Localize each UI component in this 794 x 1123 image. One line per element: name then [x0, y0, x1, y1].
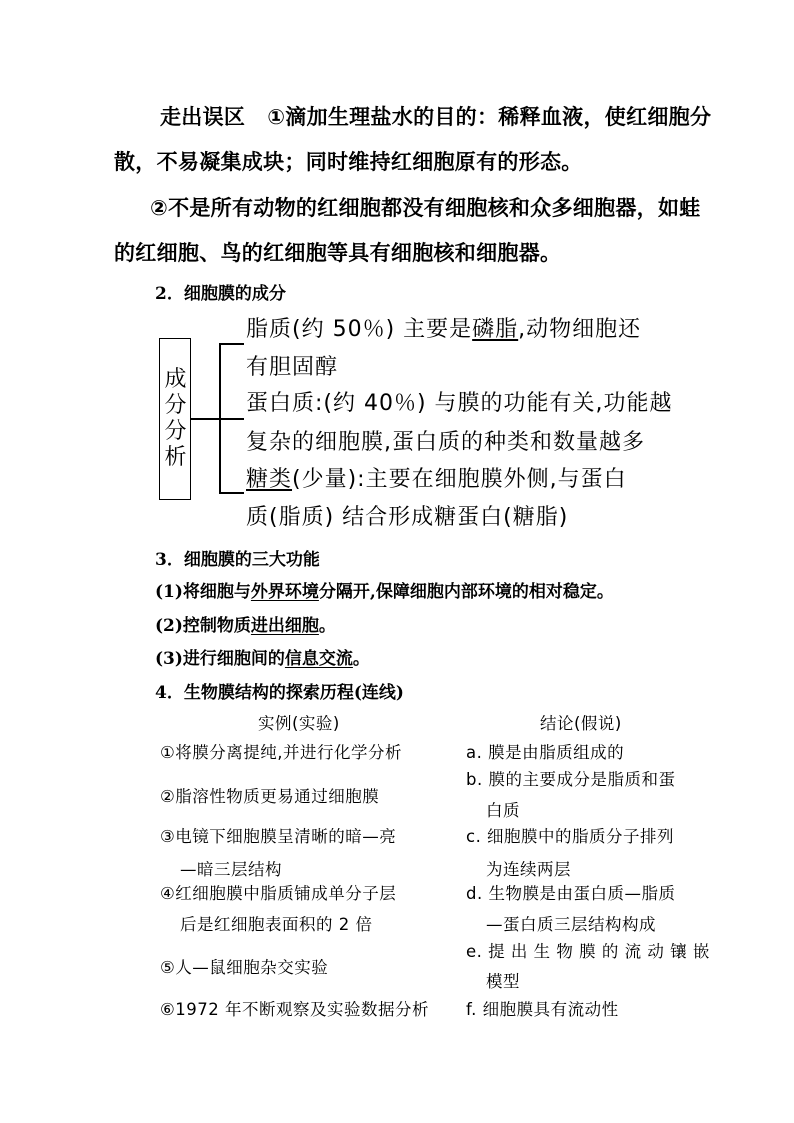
example-3-line1: ③电镜下细胞膜呈清晰的暗—亮	[160, 827, 397, 846]
protein-line1: 蛋白质:(约 40％) 与膜的功能有关,功能越	[246, 391, 673, 416]
function-item3: (3)进行细胞间的信息交流。	[155, 649, 370, 669]
conclusion-d-line2: —蛋白质三层结构构成	[486, 915, 656, 934]
col-left-header: 实例(实验)	[258, 714, 340, 733]
conclusion-b-line2: 白质	[486, 801, 520, 820]
conclusion-c-line1: c. 细胞膜中的脂质分子排列	[466, 827, 675, 846]
example-4-line1: ④红细胞膜中脂质铺成单分子层	[160, 884, 397, 903]
function-item2: (2)控制物质进出细胞。	[155, 616, 336, 636]
function-item2-keyword: 进出细胞	[250, 616, 319, 636]
function-item1: (1)将细胞与外界环境分隔开,保障细胞内部环境的相对稳定。	[155, 582, 614, 602]
example-3-line2: —暗三层结构	[180, 860, 282, 879]
section3-heading: 3．细胞膜的三大功能	[155, 550, 320, 570]
sugar-line1: 糖类(少量):主要在细胞膜外侧,与蛋白	[246, 467, 627, 492]
example-4-line2: 后是红细胞表面积的 2 倍	[180, 915, 373, 934]
conclusion-f: f. 细胞膜具有流动性	[466, 1000, 619, 1019]
sugar-line2: 质(脂质) 结合形成糖蛋白(糖脂)	[246, 505, 569, 530]
lipid-line2: 有胆固醇	[246, 355, 339, 380]
lipid-line1: 脂质(约 50％) 主要是磷脂,动物细胞还	[246, 317, 642, 342]
col-right-header: 结论(假说)	[540, 714, 622, 733]
example-5: ⑤人—鼠细胞杂交实验	[160, 958, 329, 977]
conclusion-a: a. 膜是由脂质组成的	[466, 743, 625, 762]
misconception-point1-line2: 散，不易凝集成块；同时维持红细胞原有的形态。	[114, 150, 583, 174]
section4-heading: 4．生物膜结构的探索历程(连线)	[155, 683, 404, 703]
function-item3-keyword: 信息交流	[284, 649, 353, 669]
example-2: ②脂溶性物质更易通过细胞膜	[160, 787, 380, 806]
brace-connector	[190, 418, 219, 420]
conclusion-e-line1: e. 提 出 生 物 膜 的 流 动 镶 嵌	[466, 942, 710, 961]
conclusion-d-line1: d. 生物膜是由蛋白质—脂质	[466, 884, 676, 903]
brace-top-arm	[219, 343, 244, 345]
misconception-point2-line1: ②不是所有动物的红细胞都没有细胞核和众多细胞器，如蛙	[150, 196, 701, 220]
function-item1-keyword: 外界环境	[250, 582, 319, 602]
sugar-keyword: 糖类	[246, 467, 293, 492]
misconception-tag: 走出误区	[160, 105, 246, 129]
brace-middle-arm	[219, 418, 244, 420]
component-box-label: 成 分 分 析	[164, 367, 188, 470]
section2-heading: 2．细胞膜的成分	[155, 284, 286, 304]
misconception-point2-line2: 的红细胞、鸟的红细胞等具有细胞核和细胞器。	[114, 241, 562, 265]
brace-bottom-arm	[219, 492, 244, 494]
example-1: ①将膜分离提纯,并进行化学分析	[160, 743, 403, 762]
misconception-point1-line1: 走出误区 ①滴加生理盐水的目的：稀释血液，使红细胞分	[160, 105, 712, 129]
conclusion-e-line2: 模型	[486, 972, 520, 991]
lipid-keyword: 磷脂	[472, 317, 519, 342]
conclusion-b-line1: b. 膜的主要成分是脂质和蛋	[466, 770, 676, 789]
protein-line2: 复杂的细胞膜,蛋白质的种类和数量越多	[246, 430, 645, 455]
example-6: ⑥1972 年不断观察及实验数据分析	[160, 1000, 430, 1019]
conclusion-c-line2: 为连续两层	[486, 860, 571, 879]
